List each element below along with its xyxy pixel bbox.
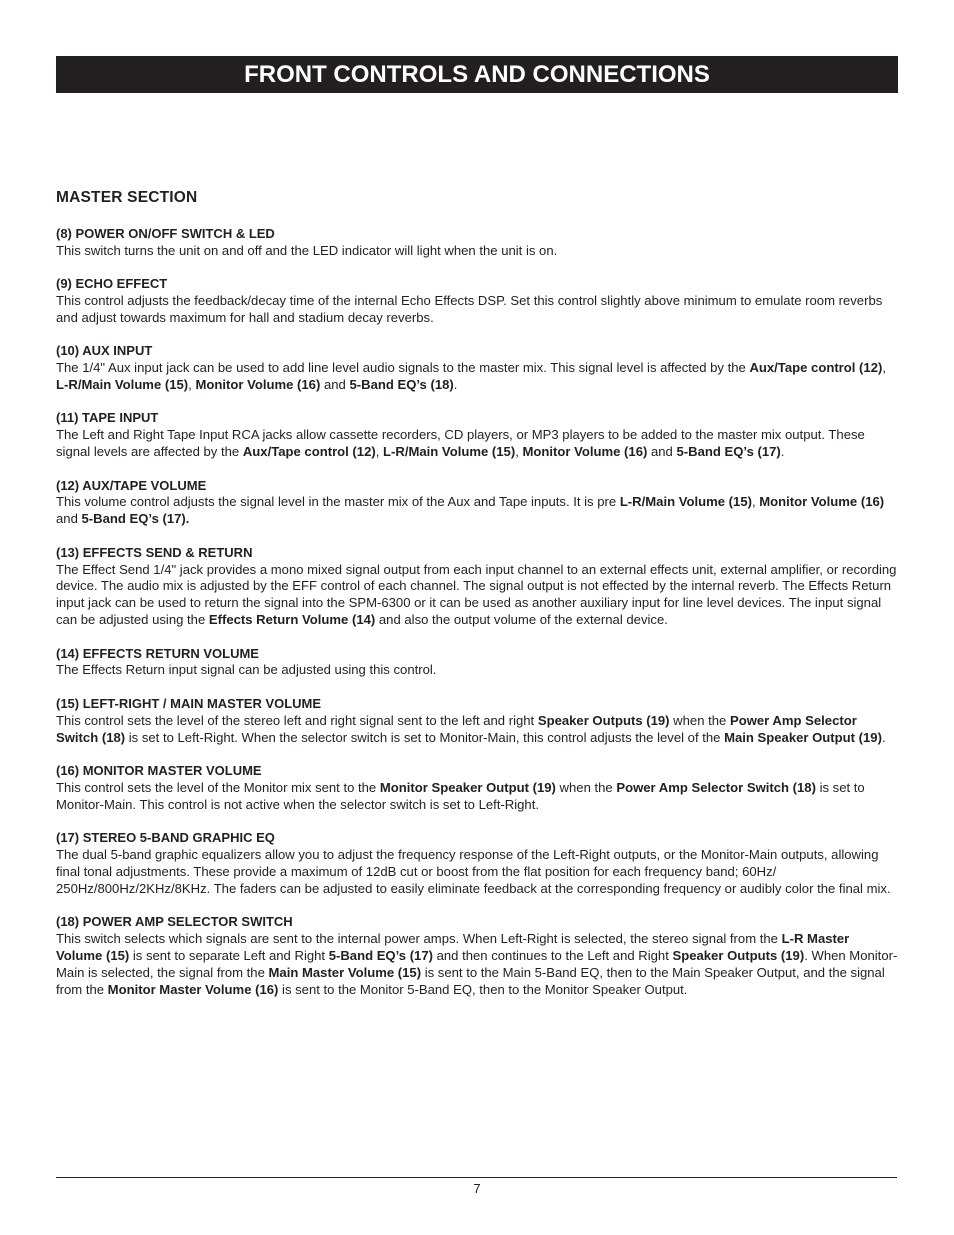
item-body [56, 243, 898, 260]
item-body-text: is set to Left-Right. When the selector switch is set to Monitor-Main, this control adjusts the level of the [125, 729, 725, 745]
section-title: MASTER SECTION [56, 189, 198, 206]
item-title: (12) AUX/TAPE VOLUME [56, 477, 207, 493]
item-body-text: This control sets the level of the stereo left and right signal sent to the left and right [56, 712, 538, 728]
item-body-text: . [881, 729, 886, 745]
item-body-text: This control adjusts the feedback/decay time of the internal Echo Effects DSP. Set this control slightly above minimum to emulate room reverbs and adjust towards maximum for hall and stadium decay reverbs. [56, 293, 883, 326]
item-title: (11) TAPE INPUT [56, 410, 159, 426]
item-body-text: , [882, 360, 886, 376]
item-body-text: is sent to separate Left and Right [129, 947, 329, 963]
item-body-text: The 1/4" Aux input jack can be used to add line level audio signals to the master mix. This signal level is affected by the [56, 360, 750, 376]
item-title: (9) ECHO EFFECT [56, 276, 168, 292]
item-body-text: . [453, 377, 458, 393]
item-body-bold-text: Main Speaker Output (19) [724, 729, 882, 745]
item-body-bold-text: Monitor Volume (16) [195, 377, 321, 393]
item-body-text: The Effect Send 1/4" jack provides a mono mixed signal output from each input channel to an external effects unit, external amplifier, or recording device. The audio mix is adjusted by the EFF control of each channel. The signal output is not effected by the internal reverb. The Effects Return input jack can be used to return the signal into the SPM-6300 or it can be used as another auxiliary input for line level devices. The input signal can be adjusted using the [56, 561, 897, 628]
item-body-text: and then continues to the Left and Right [432, 947, 673, 963]
item-body [56, 360, 898, 394]
item-body-bold-text: L-R/Main Volume (15) [56, 377, 189, 393]
item-body-text: This switch turns the unit on and off and the LED indicator will light when the unit is on. [56, 242, 558, 258]
item-body-bold-text: Aux/Tape control (12) [242, 444, 376, 460]
list-item [56, 545, 898, 630]
page-number: 7 [473, 1181, 481, 1196]
item-body-text: is set to Monitor-Main. This control is not active when the selector switch is set to Left-Right. [56, 779, 865, 812]
item-body-text: and also the output volume of the external device. [375, 612, 668, 628]
list-item [56, 830, 898, 898]
item-title: (10) AUX INPUT [56, 343, 153, 359]
item-body [56, 780, 898, 814]
item-body-bold-text: 5-Band EQ’s (17) [328, 947, 433, 963]
list-item [56, 410, 898, 461]
item-title: (8) POWER ON/OFF SWITCH & LED [56, 226, 275, 241]
list-item [56, 696, 898, 747]
item-body [56, 494, 898, 528]
item-body-bold-text: 5-Band EQ’s (17). [81, 511, 190, 527]
item-body-bold-text: Aux/Tape control (12) [749, 360, 883, 376]
item-body [56, 562, 898, 630]
item-body-bold-text: Speaker Outputs (19) [537, 712, 670, 728]
item-body-bold-text: Speaker Outputs (19) [672, 947, 805, 963]
list-item [56, 276, 898, 327]
item-body-bold-text: Power Amp Selector Switch (18) [56, 712, 857, 745]
item-body [56, 662, 898, 679]
list-item [56, 478, 898, 529]
item-body-bold-text: Main Master Volume (15) [268, 964, 422, 980]
item-body-bold-text: L-R/Main Volume (15) [383, 444, 516, 460]
item-body-text: This control sets the level of the Monitor mix sent to the [56, 779, 380, 795]
list-item [56, 226, 898, 260]
item-title: (18) POWER AMP SELECTOR SWITCH [56, 914, 293, 929]
item-title: (13) EFFECTS SEND & RETURN [56, 544, 253, 560]
item-body-bold-text: 5-Band EQ’s (18) [349, 377, 454, 393]
list-item [56, 763, 898, 814]
item-body-bold-text: Power Amp Selector Switch (18) [616, 779, 816, 795]
list-item [56, 343, 898, 394]
item-body-text: . [780, 444, 785, 460]
item-body-text: The Left and Right Tape Input RCA jacks allow cassette recorders, CD players, or MP3 players to be added to the master mix output. These signal levels are affected by the [56, 427, 865, 460]
item-body-text: is sent to the Main 5-Band EQ, then to the Main Speaker Output, and the signal from the [56, 964, 885, 997]
item-body-bold-text: Monitor Volume (16) [522, 444, 648, 460]
item-body-bold-text: L-R Master Volume (15) [56, 930, 850, 963]
item-title: (16) MONITOR MASTER VOLUME [56, 762, 262, 778]
item-body-bold-text: L-R/Main Volume (15) [619, 494, 752, 510]
item-body-text: , [375, 444, 384, 460]
item-body-text: This volume control adjusts the signal level in the master mix of the Aux and Tape inputs. It is pre [56, 494, 620, 510]
item-body-text: and [320, 377, 350, 393]
item-list [56, 226, 898, 1015]
item-body-bold-text: Monitor Master Volume (16) [107, 981, 279, 997]
item-body-bold-text: Monitor Volume (16) [759, 494, 885, 510]
item-body [56, 713, 898, 747]
item-body-bold-text: Effects Return Volume (14) [208, 612, 376, 628]
item-title: (17) STEREO 5-BAND GRAPHIC EQ [56, 829, 275, 845]
item-body [56, 931, 898, 999]
item-body-text: is sent to the Monitor 5-Band EQ, then to the Monitor Speaker Output. [278, 981, 688, 997]
item-body-text: The Effects Return input signal can be adjusted using this control. [56, 662, 437, 678]
item-body-text: , [751, 494, 760, 510]
item-body [56, 293, 898, 327]
item-body-text: The dual 5-band graphic equalizers allow you to adjust the frequency response of the Left-Right outputs, or the Monitor-Main outputs, allowing final tonal adjustments. These provide a maximum of 12dB cut or boost from the flat position for each frequency band; 60Hz/ 250Hz/800Hz/2KHz/8KHz. The faders can be adjusted to easily eliminate feedback at the corresponding frequency or audibly color the final mix. [56, 846, 891, 896]
page-header-banner [56, 56, 898, 93]
page-title: FRONT CONTROLS AND CONNECTIONS [244, 61, 710, 88]
item-body-bold-text: 5-Band EQ’s (17) [676, 444, 781, 460]
item-body [56, 427, 898, 461]
item-body-bold-text: Monitor Speaker Output (19) [379, 779, 556, 795]
item-body-text: This switch selects which signals are sent to the internal power amps. When Left-Right is selected, the stereo signal from the [56, 930, 782, 946]
item-body-text: . When Monitor-Main is selected, the signal from the [56, 947, 898, 980]
item-title: (14) EFFECTS RETURN VOLUME [56, 645, 259, 661]
item-body-text: and [647, 444, 677, 460]
item-body [56, 847, 898, 898]
item-body-text: when the [555, 779, 617, 795]
footer-divider [56, 1177, 897, 1178]
item-body-text: , [188, 377, 196, 393]
list-item [56, 646, 898, 680]
list-item [56, 914, 898, 999]
item-title: (15) LEFT-RIGHT / MAIN MASTER VOLUME [56, 695, 322, 711]
item-body-text: , [515, 444, 523, 460]
item-body-text: and [56, 511, 82, 527]
item-body-text: when the [669, 712, 730, 728]
